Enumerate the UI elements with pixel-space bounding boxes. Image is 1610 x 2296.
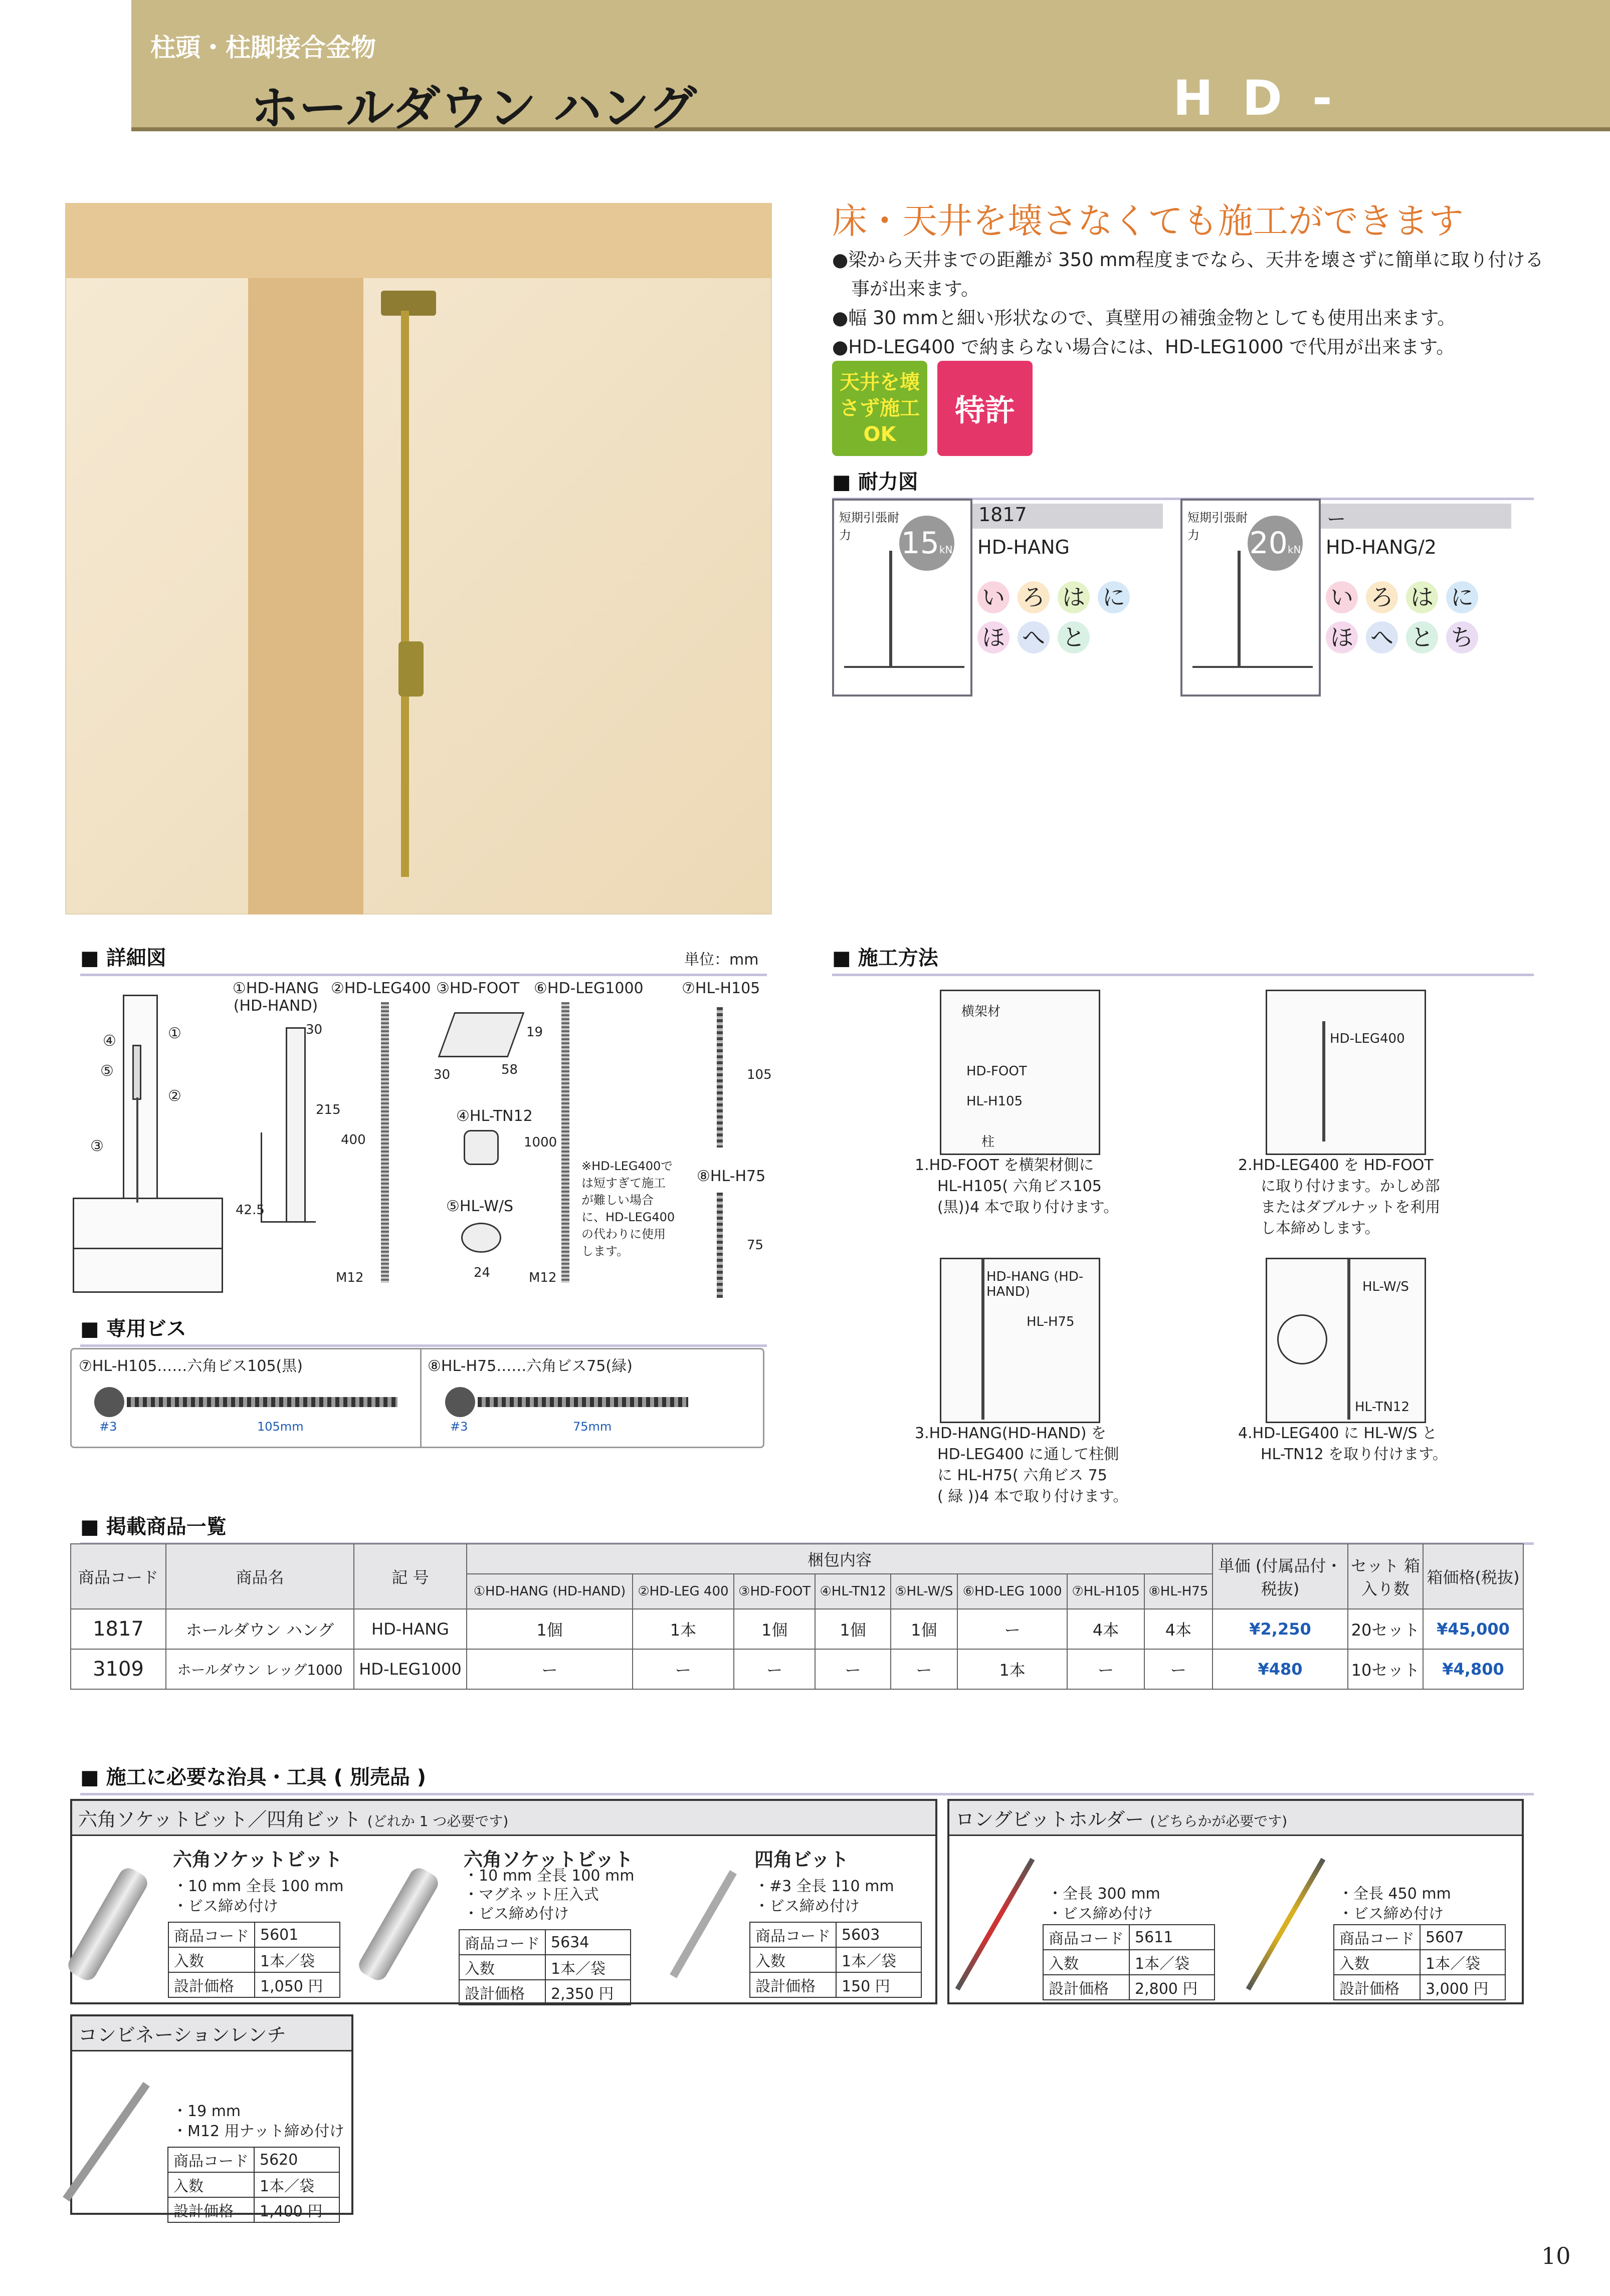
- tool-item: ・全長 300 mm ・ビス締め付け 商品コード 5611 入数 1本／袋 設計価格 2,800 円: [952, 1844, 1233, 1999]
- dim: 19: [526, 1025, 543, 1040]
- dim: 105: [747, 1067, 772, 1082]
- dim: 400: [341, 1132, 366, 1147]
- part-label: ⑧HL-H75: [697, 1168, 766, 1185]
- screws-section-title: ■ 専用ビス: [80, 1313, 767, 1347]
- part-label: ①HD-HANG (HD-HAND): [232, 980, 319, 1015]
- detail-washer: [461, 1223, 501, 1253]
- detail-screw-105: [717, 1007, 723, 1147]
- detail-beam: [73, 1198, 223, 1253]
- marker: ①: [168, 1025, 181, 1042]
- detail-note: ※HD-LEG400では短すぎて施工が難しい場合に、HD-LEG400の代わりに使用します。: [581, 1159, 675, 1258]
- tool-group-title: コンビネーションレンチ: [72, 2016, 351, 2051]
- square-bit-icon: [670, 1870, 737, 1978]
- bit-holder-icon: [955, 1858, 1035, 1991]
- detail-base: [73, 1248, 223, 1293]
- photo-beam: [65, 203, 772, 278]
- headline: 床・天井を壊さなくても施工ができます: [832, 200, 1464, 242]
- tool-group-wrench: コンビネーションレンチ ・19 mm ・M12 用ナット締め付け 商品コード 5620 入数 1本／袋 設計価格 1,400 円: [70, 2014, 353, 2215]
- feature-item: ●HD-LEG400 で納まらない場合には、HD-LEG1000 で代用が出来ます。: [832, 336, 1455, 358]
- tool-item: 四角ビット ・#3 全長 110 mm ・ビス締め付け 商品コード 5603 入数 1本／袋 設計価格 150 円: [669, 1844, 930, 1999]
- part-label: ④HL-TN12: [456, 1107, 533, 1125]
- detail-section-title: ■ 詳細図: [80, 942, 767, 976]
- table-row: 1817 ホールダウン ハング HD-HANG 1個 1本 1個 1個 1個 ー 4本 4本 ¥2,250 20セット ¥45,000: [71, 1609, 1523, 1649]
- tool-item: 六角ソケットビット ・10 mm 全長 100 mm ・マグネット圧入式 ・ビス締め付け 商品コード 5634 入数 1本／袋 設計価格 2,350 円: [378, 1844, 664, 1999]
- tool-group-title: 六角ソケットビット／四角ビット (どれか 1 つ必要です): [72, 1801, 935, 1836]
- method-step2-figure: HD-LEG400: [1266, 990, 1426, 1155]
- wrench-icon: [63, 2082, 150, 2202]
- detail-leg400: [381, 1002, 389, 1283]
- part-label: ③HD-FOOT: [436, 980, 520, 997]
- feature-list: [832, 246, 1574, 362]
- badge-patent: 特許: [937, 361, 1033, 456]
- marker: ②: [168, 1087, 181, 1105]
- photo-rod: [401, 311, 409, 877]
- screw-label: ⑦HL-H105……六角ビス105(黒): [79, 1357, 303, 1375]
- tool-item: 六角ソケットビット ・10 mm 全長 100 mm ・ビス締め付け 商品コード 5601 入数 1本／袋 設計価格 1,050 円: [88, 1844, 373, 1999]
- detail-leg1000: [561, 1002, 569, 1283]
- strength-grades-1: い ろ は に ほ へ と: [977, 581, 1138, 653]
- detail-foot: [438, 1012, 525, 1057]
- dim: 1000: [524, 1135, 557, 1150]
- part-label: ⑦HL-H105: [682, 980, 760, 997]
- category-label: 柱頭・柱脚接合金物: [150, 33, 376, 62]
- dim: M12: [336, 1270, 364, 1285]
- method-step-4: 4.HD-LEG400 に HL-W/S と HL-TN12 を取り付けます。: [1238, 1425, 1448, 1463]
- page-title: ホールダウン ハング: [251, 80, 697, 136]
- detail-unit: 単位：mm: [684, 951, 759, 969]
- dim: 75: [747, 1238, 764, 1253]
- detail-screw-75: [717, 1193, 723, 1298]
- screw-head-icon: [445, 1387, 475, 1417]
- photo-bolt: [398, 641, 424, 697]
- dim: 24: [474, 1265, 491, 1280]
- bit-holder-icon: [1246, 1858, 1326, 1991]
- screw-105: [127, 1397, 397, 1407]
- table-row: 3109 ホールダウン レッグ1000 HD-LEG1000 ー ー ー ー ー 1本 ー ー ¥480 10セット ¥4,800: [71, 1649, 1523, 1689]
- strength-code-1: 1817: [972, 504, 1163, 529]
- part-label: ⑤HL-W/S: [446, 1198, 514, 1215]
- strength-card-2-figure: [1180, 499, 1321, 697]
- part-label: ⑥HD-LEG1000: [534, 980, 644, 997]
- badge-ceiling-ok: 天井を壊さず施工OK: [832, 361, 927, 456]
- tool-item: ・全長 450 mm ・ビス締め付け 商品コード 5607 入数 1本／袋 設計価格 3,000 円: [1243, 1844, 1519, 1999]
- method-step4-figure: HL-W/S HL-TN12: [1266, 1258, 1426, 1423]
- detail-rod: [136, 1097, 138, 1203]
- screw-75: [478, 1397, 688, 1407]
- strength-name-2: HD-HANG/2: [1326, 536, 1437, 558]
- photo-post: [248, 278, 363, 914]
- screw-length: 75mm: [573, 1420, 612, 1434]
- tools-section-title: ■ 施工に必要な治具・工具 ( 別売品 ): [80, 1761, 1534, 1795]
- method-step3-figure: HD-HANG (HD-HAND) HL-H75: [940, 1258, 1100, 1423]
- screw-bit: #3: [450, 1420, 468, 1434]
- catalog-section-title: ■ 掲載商品一覧: [80, 1511, 1534, 1545]
- dim: 30: [306, 1022, 323, 1037]
- dim: 42.5: [236, 1203, 265, 1218]
- product-code: HD-HANG: [1173, 70, 1447, 182]
- feature-item: ●梁から天井までの距離が 350 mm程度までなら、天井を壊さずに簡単に取り付ける: [832, 249, 1544, 271]
- strength-section-title: ■ 耐力図: [832, 466, 1534, 500]
- strength-card-1-figure: [832, 499, 972, 697]
- strength-value-2: 20kN: [1248, 516, 1303, 571]
- marker: ④: [103, 1032, 116, 1050]
- detail-nut: [464, 1130, 499, 1165]
- dim: 215: [316, 1102, 341, 1117]
- dim: 58: [501, 1062, 518, 1077]
- detail-hang: [132, 1045, 141, 1100]
- strength-label: 短期引張耐力: [839, 511, 899, 542]
- method-step-2: 2.HD-LEG400 を HD-FOOT に取り付けます。かしめ部 またはダブルナットを利用 し本締めします。: [1238, 1157, 1441, 1237]
- marker: ③: [90, 1137, 104, 1155]
- method-step1-figure: 横架材 HD-FOOT HL-H105 柱: [940, 990, 1100, 1155]
- part-label: ②HD-LEG400: [331, 980, 431, 997]
- strength-label: 短期引張耐力: [1187, 511, 1248, 542]
- tool-group-title: ロングビットホルダー (どちらかが必要です): [949, 1801, 1522, 1836]
- strength-grades-2: い ろ は に ほ へ と ち: [1326, 581, 1486, 653]
- marker: ⑤: [100, 1062, 114, 1080]
- catalog-table: 商品コード 商品名 記 号 梱包内容 単価 (付属品付・税抜) セット 箱入り数 箱価格(税抜) ①HD-HANG (HD-HAND) ②HD-LEG 400 ③HD-FOOT ④HL-TN12 ⑤HL-W/S ⑥HD-LEG 1000 ⑦HL-H105 ⑧HL-H75 1817 ホールダウン ハング HD-HANG 1個 1本 1個 1個 1個 ー 4本 4本 ¥2,250 20セット ¥45,000 3109 ホールダウン レッグ1000 HD-LEG1000 ー ー ー ー ー 1本 ー ー ¥480 10セット ¥4,800: [70, 1543, 1524, 1690]
- feature-item: 事が出来ます。: [851, 278, 980, 300]
- method-step-1: 1.HD-FOOT を横架材側に HL-H105( 六角ビス105 (黒))4 本で取り付けます。: [915, 1157, 1119, 1216]
- dim: 30: [434, 1067, 451, 1082]
- dim: M12: [529, 1270, 557, 1285]
- screw-bit: #3: [99, 1420, 117, 1434]
- page-number: 10: [1541, 2242, 1571, 2269]
- screw-length: 105mm: [257, 1420, 304, 1434]
- screw-head-icon: [94, 1387, 124, 1417]
- strength-code-2: ー: [1321, 504, 1511, 529]
- feature-item: ●幅 30 mmと細い形状なので、真壁用の補強金物としても使用出来ます。: [832, 307, 1456, 329]
- screws-box: [70, 1348, 764, 1448]
- method-section-title: ■ 施工方法: [832, 942, 1534, 976]
- method-step-3: 3.HD-HANG(HD-HAND) を HD-LEG400 に通して柱側 に HL-H75( 六角ビス 75 ( 緑 ))4 本で取り付けます。: [915, 1425, 1128, 1505]
- strength-value-1: 15kN: [899, 516, 954, 571]
- strength-name-1: HD-HANG: [977, 536, 1070, 558]
- screw-label: ⑧HL-H75……六角ビス75(緑): [428, 1357, 633, 1375]
